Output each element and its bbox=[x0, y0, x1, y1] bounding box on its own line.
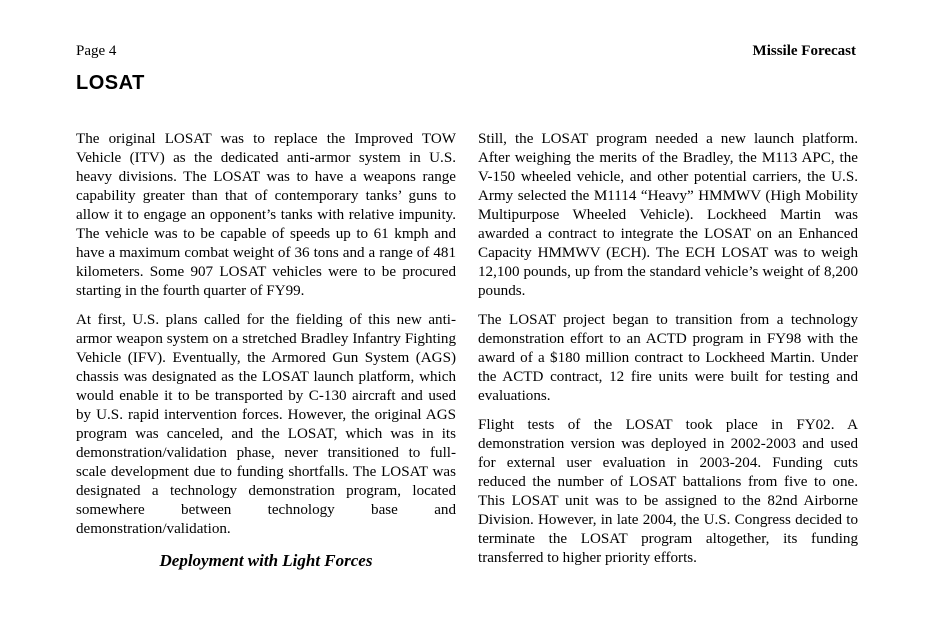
article-title: LOSAT bbox=[76, 72, 145, 94]
paragraph: Still, the LOSAT program needed a new launch platform. After weighing the merits of the Bradley, the M113 APC, the V-150 wheeled vehicle, and other potential carriers, the U.S. Army selected the M1114 “Heavy” HMMWV (High Mobility Multipurpose Wheeled Vehicle). Lockheed Martin was awarded a contract to integrate the LOSAT on an Enhanced Capacity HMMWV (ECH). The ECH LOSAT was to weigh 12,100 pounds, up from the standard vehicle’s weight of 8,200 pounds. bbox=[478, 131, 858, 299]
section-subheading: Deployment with Light Forces bbox=[159, 551, 373, 570]
publication-title: Missile Forecast bbox=[752, 43, 856, 59]
paragraph: The original LOSAT was to replace the Improved TOW Vehicle (ITV) as the dedicated anti-armor system in U.S. heavy divisions. The LOSAT was to have a weapons range capability greater than that of contemporary tanks’ guns to allow it to engage an opponent’s tanks with relative impunity. The vehicle was to be capable of speeds up to 61 kmph and have a maximum combat weight of 36 tons and a range of 481 kilometers. Some 907 LOSAT vehicles were to be procured starting in the fourth quarter of FY99. bbox=[76, 131, 456, 299]
page-number: Page 4 bbox=[76, 43, 117, 59]
paragraph: Flight tests of the LOSAT took place in FY02. A demonstration version was deployed in 2002-2003 and used for external user evaluation in 2003-204. Funding cuts reduced the number of LOSAT battalions from five to one. This LOSAT unit was to be assigned to the 82nd Airborne Division. However, in late 2004, the U.S. Congress decided to terminate the LOSAT program altogether, its funding transferred to higher priority efforts. bbox=[478, 417, 858, 566]
left-column bbox=[76, 130, 456, 570]
paragraph: At first, U.S. plans called for the fielding of this new anti-armor weapon system on a stretched Bradley Infantry Fighting Vehicle (IFV). Eventually, the Armored Gun System (AGS) chassis was designated as the LOSAT launch platform, which would enable it to be transported by C-130 aircraft and used by U.S. rapid intervention forces. However, the original AGS program was canceled, and the LOSAT, which was in its demonstration/validation phase, never transitioned to full-scale development due to funding shortfalls. The LOSAT was designated a technology demonstration program, located somewhere between technology base and demonstration/validation. bbox=[76, 312, 456, 537]
right-column bbox=[478, 130, 858, 578]
paragraph: The LOSAT project began to transition from a technology demonstration effort to an ACTD program in FY98 with the award of a $180 million contract to Lockheed Martin. Under the ACTD contract, 12 fire units were built for testing and evaluations. bbox=[478, 312, 858, 404]
